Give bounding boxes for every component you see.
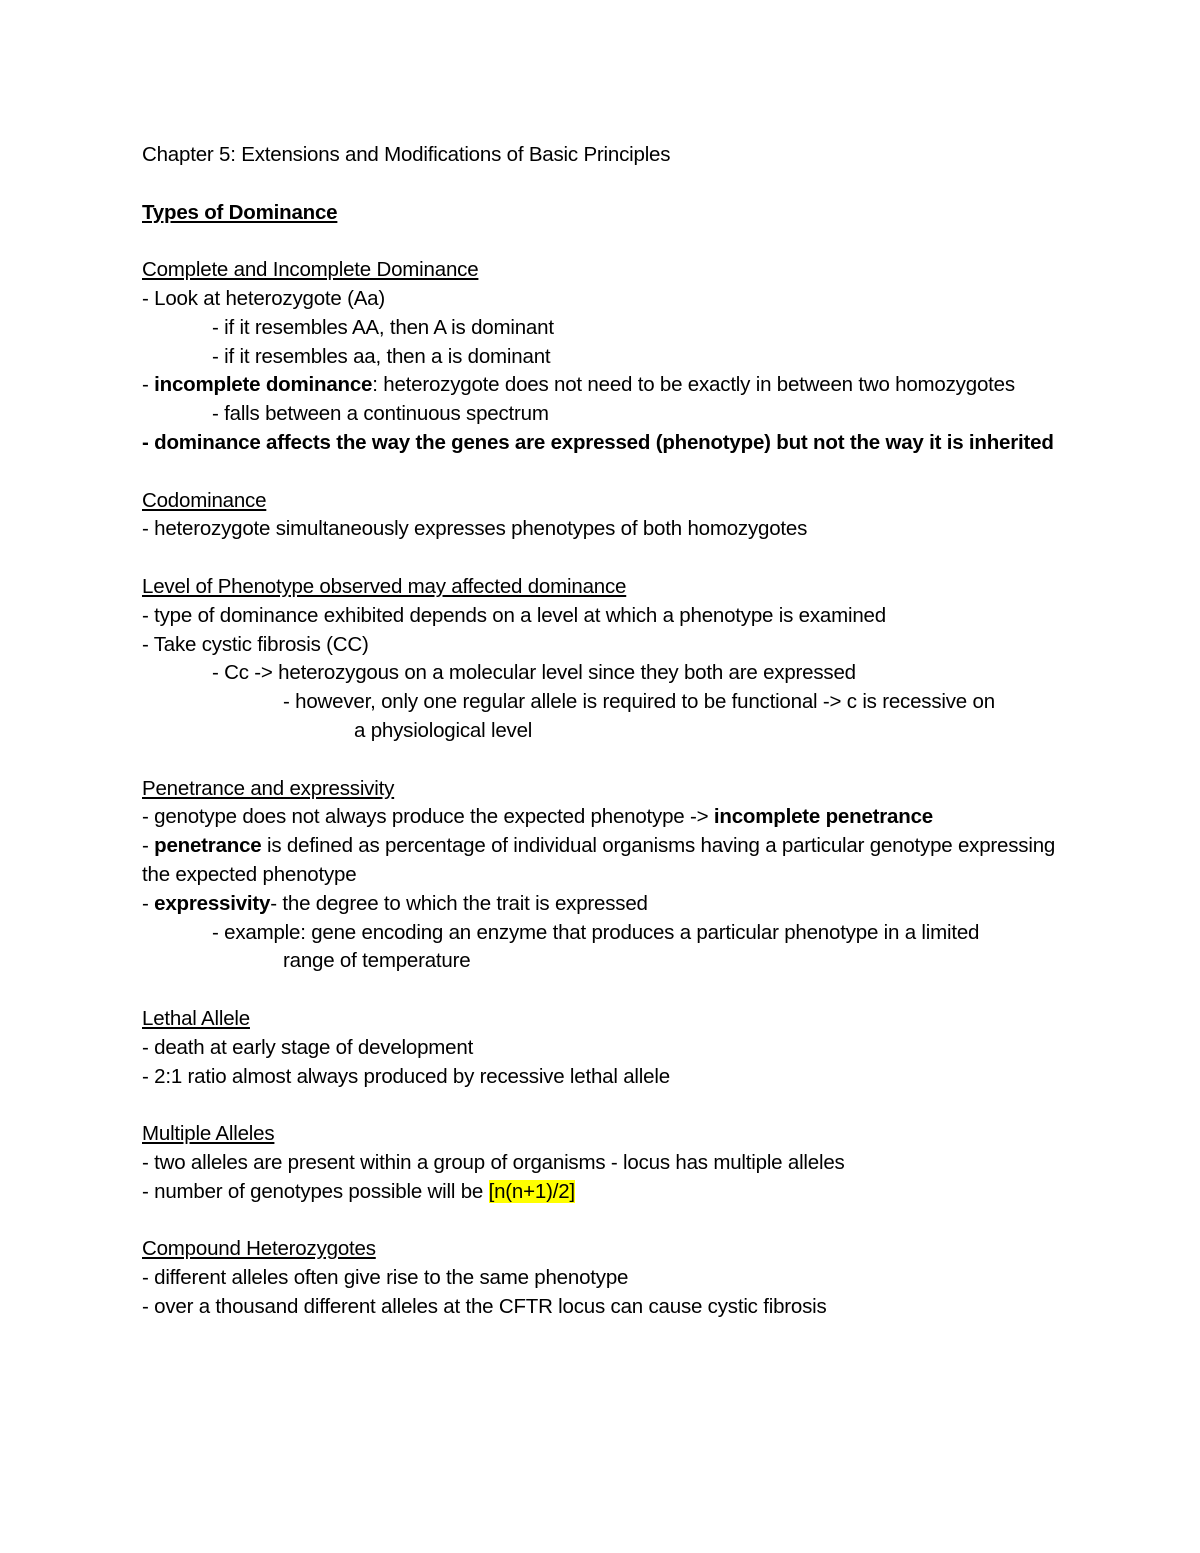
highlighted-formula: [n(n+1)/2] — [488, 1179, 575, 1203]
note-line — [142, 803, 1082, 832]
note-line: - different alleles often give rise to the same phenotype — [142, 1266, 629, 1290]
note-line-bold: - dominance affects the way the genes are expressed (phenotype) but not the way it is inherited — [142, 430, 1054, 454]
chapter-title: Chapter 5: Extensions and Modifications of Basic Principles — [142, 143, 671, 166]
note-line: a physiological level — [354, 718, 533, 742]
note-line: - heterozygote simultaneously expresses phenotypes of both homozygotes — [142, 517, 808, 541]
spacer — [142, 227, 1082, 256]
note-line: - 2:1 ratio almost always produced by recessive lethal allele — [142, 1064, 670, 1088]
section-heading-multiple-alleles: Multiple Alleles — [142, 1122, 275, 1146]
note-line: - Cc -> heterozygous on a molecular level since they both are expressed — [212, 661, 856, 685]
section-heading-compound-heterozygotes: Compound Heterozygotes — [142, 1237, 376, 1261]
section-heading-complete-incomplete: Complete and Incomplete Dominance — [142, 258, 479, 282]
main-heading: Types of Dominance — [142, 200, 338, 224]
note-line: range of temperature — [283, 949, 471, 973]
definition-text: is defined as percentage of individual organisms having a particular genotype expressing the expected phenotype — [142, 834, 1056, 886]
note-line — [142, 371, 1082, 400]
spacer — [142, 1091, 1082, 1120]
note-line: - example: gene encoding an enzyme that produces a particular phenotype in a limited — [212, 920, 980, 944]
section-heading-codominance: Codominance — [142, 488, 267, 512]
term-incomplete-dominance: incomplete dominance — [154, 373, 373, 397]
spacer — [142, 746, 1082, 775]
term-incomplete-penetrance: incomplete penetrance — [713, 805, 933, 829]
spacer — [142, 170, 1082, 199]
spacer — [142, 544, 1082, 573]
spacer — [142, 976, 1082, 1005]
note-line: - if it resembles AA, then A is dominant — [212, 315, 554, 339]
spacer — [142, 458, 1082, 487]
term-expressivity: expressivity — [154, 891, 271, 915]
note-line: - type of dominance exhibited depends on a level at which a phenotype is examined — [142, 603, 886, 627]
term-penetrance: penetrance — [154, 834, 262, 858]
line-text: - number of genotypes possible will be — [142, 1179, 489, 1203]
note-line: - Look at heterozygote (Aa) — [142, 286, 386, 310]
line-text: - genotype does not always produce the expected phenotype -> — [142, 805, 714, 829]
definition-text: - the degree to which the trait is expressed — [270, 891, 648, 915]
line-prefix: - — [142, 891, 155, 915]
note-line — [142, 1178, 1082, 1207]
note-line — [142, 832, 1082, 890]
note-line: - falls between a continuous spectrum — [212, 402, 549, 426]
note-line: - however, only one regular allele is required to be functional -> c is recessive on — [283, 690, 995, 714]
line-prefix: - — [142, 373, 155, 397]
note-line: - death at early stage of development — [142, 1035, 474, 1059]
note-line: - two alleles are present within a group of organisms - locus has multiple alleles — [142, 1150, 845, 1174]
note-line — [142, 890, 1082, 919]
spacer — [142, 1206, 1082, 1235]
note-line: - over a thousand different alleles at the CFTR locus can cause cystic fibrosis — [142, 1294, 827, 1318]
note-line: - if it resembles aa, then a is dominant — [212, 344, 551, 368]
note-line: - Take cystic fibrosis (CC) — [142, 632, 369, 656]
section-heading-level-of-phenotype: Level of Phenotype observed may affected dominance — [142, 574, 627, 598]
section-heading-penetrance: Penetrance and expressivity — [142, 776, 395, 800]
definition-text: : heterozygote does not need to be exactly in between two homozygotes — [372, 373, 1015, 397]
document-body — [142, 141, 1082, 1322]
section-heading-lethal-allele: Lethal Allele — [142, 1006, 250, 1030]
line-prefix: - — [142, 834, 155, 858]
